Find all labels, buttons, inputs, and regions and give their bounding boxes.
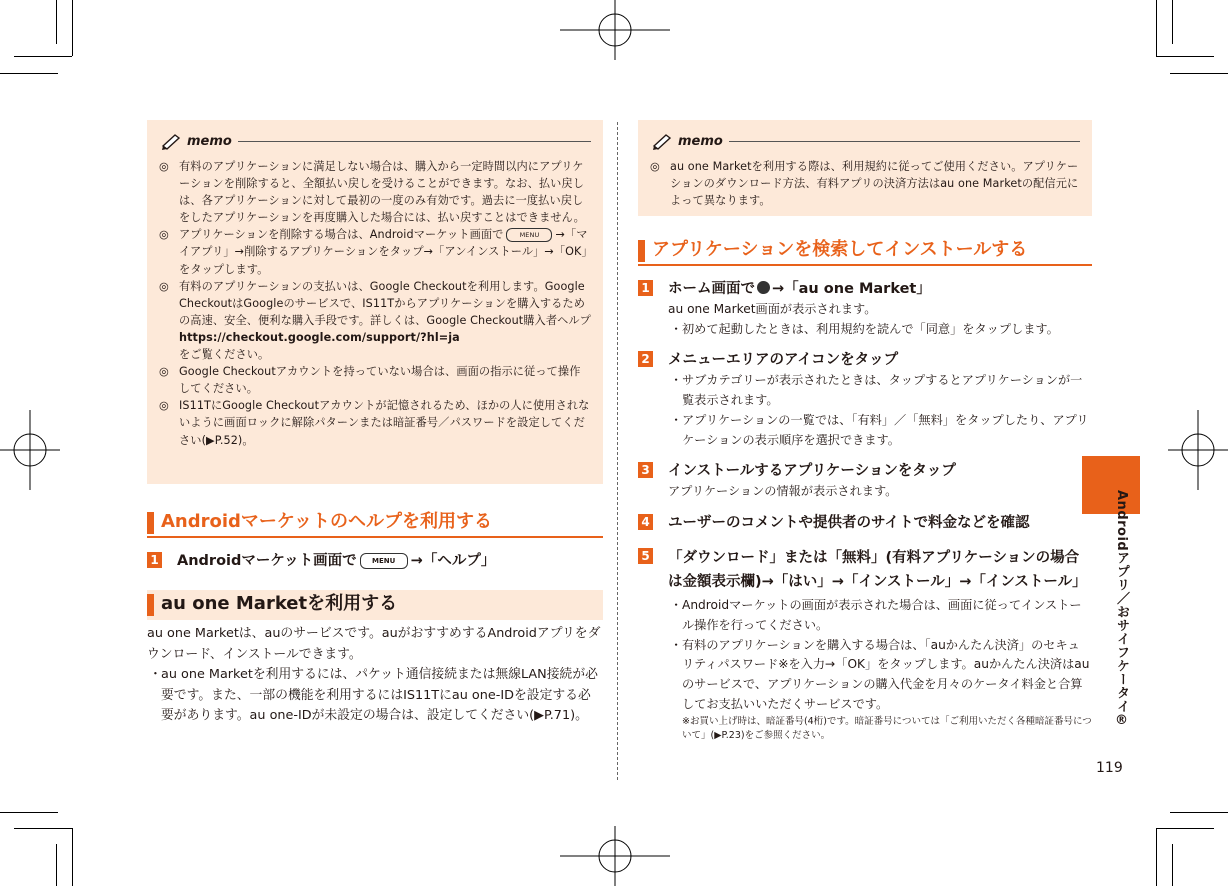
crop-mark (1172, 844, 1173, 886)
pencil-icon (159, 132, 185, 150)
memo-item: ◎ IS11TにGoogle Checkoutアカウントが記憶されるため、ほかの人に使用されないように画面ロックに解除パターンまたは暗証番号／パスワードを設定してください(▶P.52)。 (159, 399, 590, 447)
memo-header (650, 130, 1080, 152)
memo-item: ◎ au one Marketを利用する際は、利用規約に従ってご使用ください。アプリケーションのダウンロード方法、有料アプリの決済方法はau one Marketの配信元によって異なります。 (650, 160, 1079, 208)
memo-label: memo (187, 133, 232, 149)
right-column (638, 120, 1092, 743)
memo-rule (238, 141, 591, 142)
side-tab-label: Androidアプリ／おサイフケータイ® (1114, 490, 1129, 729)
step: 1 ホーム画面で →「au one Market」 au one Market画面が表示されます。 ・ 初めて起動したときは、利用規約を読んで「同意」をタップします。 (638, 278, 1092, 339)
memo-item: ◎ アプリケーションを削除する場合は、Androidマーケット画面で MENU →「マイアプリ」→削除するアプリケーションをタップ→「アンインストール」→「OK」をタップします。 (159, 228, 588, 276)
crop-mark (1156, 0, 1157, 56)
menu-key-icon: MENU (360, 553, 408, 569)
registration-target-bottom (560, 826, 670, 886)
crop-mark (1172, 0, 1173, 44)
step: 1 Androidマーケット画面で MENU →「ヘルプ」 (147, 550, 603, 572)
step-number: 4 (638, 514, 653, 530)
app-grid-icon (757, 281, 770, 294)
memo-item: ◎ Google Checkoutアカウントを持っていない場合は、画面の指示に従って操作してください。 (159, 365, 581, 396)
crop-mark (0, 73, 58, 74)
registration-target-right (1168, 410, 1228, 490)
section-heading-search: アプリケーションを検索してインストールする (638, 236, 1092, 266)
crop-mark (1170, 812, 1228, 813)
step-number: 1 (638, 280, 653, 296)
footnote: ※お買い上げ時は、暗証番号(4桁)です。暗証番号については「ご利用いただく各種暗証番号について」(▶P.23)をご参照ください。 (682, 715, 1092, 741)
registration-target-top (560, 0, 670, 60)
side-tab (1082, 456, 1140, 514)
pencil-icon (650, 132, 676, 150)
memo-box (147, 120, 603, 484)
bullet-item: ・ サブカテゴリーが表示されたときは、タップするとアプリケーションが一覧表示されます。 (670, 373, 1083, 408)
menu-key-icon: MENU (506, 228, 552, 242)
memo-rule (729, 141, 1080, 142)
step: 4 ユーザーのコメントや提供者のサイトで料金などを確認 (638, 512, 1092, 534)
bullet-item: ・ 初めて起動したときは、利用規約を読んで「同意」をタップします。 (670, 321, 1059, 336)
memo-item: ◎ 有料のアプリケーションに満足しない場合は、購入から一定時間以内にアプリケーションを削除すると、全額払い戻しを受けることができます。なお、払い戻しは、各アプリケーションに対して最初の一度のみ有効です。過去に一度払い戻しをしたアプリケーションを再度購入した場合には、払い戻すことはできません。 (159, 160, 585, 225)
memo-item: ◎ 有料のアプリケーションの支払いは、Google Checkoutを利用します。Google CheckoutはGoogleのサービスで、IS11Tからアプリケーションを購入するための高速、安全、便利な購入手段です。詳しくは、Google Checkout購入者ヘルプ https://checkout.google.com/support/?hl=ja をご覧ください。 (159, 279, 591, 362)
memo-header (159, 130, 591, 152)
column-divider (617, 122, 618, 780)
step-number: 5 (638, 548, 653, 564)
page-number: 119 (1096, 760, 1123, 776)
crop-mark (56, 0, 57, 44)
crop-mark (0, 812, 58, 813)
bullet-item: ・ 有料のアプリケーションを購入する場合は、「auかんたん決済」のセキュリティパスワード※を入力→「OK」をタップします。auかんたん決済はauのサービスで、アプリケーションの購入代金を月々のケータイ料金と合算してお支払いいただくサービスです。 (670, 637, 1090, 711)
step-number: 3 (638, 462, 653, 478)
step: 2 メニューエリアのアイコンをタップ ・ サブカテゴリーが表示されたときは、タップするとアプリケーションが一覧表示されます。 ・ アプリケーションの一覧では、「有料」／「無料」をタップしたり、アプリケーションの表示順序を選択できます。 (638, 349, 1092, 450)
bullet-item: ・ Androidマーケットの画面が表示された場合は、画面に従ってインストール操作を行ってください。 (670, 597, 1082, 632)
section-heading-help: Androidマーケットのヘルプを利用する (147, 508, 603, 538)
bullet-item: ・ アプリケーションの一覧では、「有料」／「無料」をタップしたり、アプリケーションの表示順序を選択できます。 (670, 412, 1089, 447)
crop-mark (1156, 828, 1157, 886)
crop-mark (1156, 828, 1214, 829)
step: 3 インストールするアプリケーションをタップ アプリケーションの情報が表示されます。 (638, 460, 1092, 502)
registration-target-left (0, 410, 60, 490)
memo-label: memo (678, 133, 723, 149)
bullet-item: ・ au one Marketを利用するには、パケット通信接続または無線LAN接続が必要です。また、一部の機能を利用するにはIS11Tにau one-IDを設定する必要があります。au one-IDが未設定の場合は、設定してください(▶P.71)。 (149, 667, 598, 724)
section-heading-au: au one Marketを利用する (147, 590, 603, 620)
section-paragraph: au one Marketは、auのサービスです。auがおすすめするAndroidアプリをダウンロード、インストールできます。 (147, 626, 601, 662)
help-url-link[interactable]: https://checkout.google.com/support/?hl=ja (179, 330, 460, 344)
memo-box (638, 120, 1092, 216)
step: 5 「ダウンロード」または「無料」(有料アプリケーションの場合は金額表示欄)→「はい」→「インストール」→「インストール」 ・ Androidマーケットの画面が表示された場合は、画面に従ってインストール操作を行ってください。 ・ 有料のアプリケーションを購入する場合は、「auかんたん決済」のセキュリティパスワード※を入力→「OK」をタップします。auかんたん決済はauのサービスで、アプリケーションの購入代金を月々のケータイ料金と合算してお支払いいただくサービスです。 ※お買い上げ時は、暗証番号(4桁)です。暗証番号については「ご利用いただく各種暗証番号について」(▶P.23)をご参照ください。 (638, 546, 1092, 743)
crop-mark (56, 844, 57, 886)
crop-mark (72, 828, 73, 886)
left-column (147, 120, 603, 727)
crop-mark (72, 0, 73, 56)
step-number: 1 (147, 552, 162, 568)
step-number: 2 (638, 351, 653, 367)
crop-mark (1170, 73, 1228, 74)
crop-mark (1156, 56, 1214, 57)
crop-mark (14, 828, 72, 829)
crop-mark (14, 56, 72, 57)
